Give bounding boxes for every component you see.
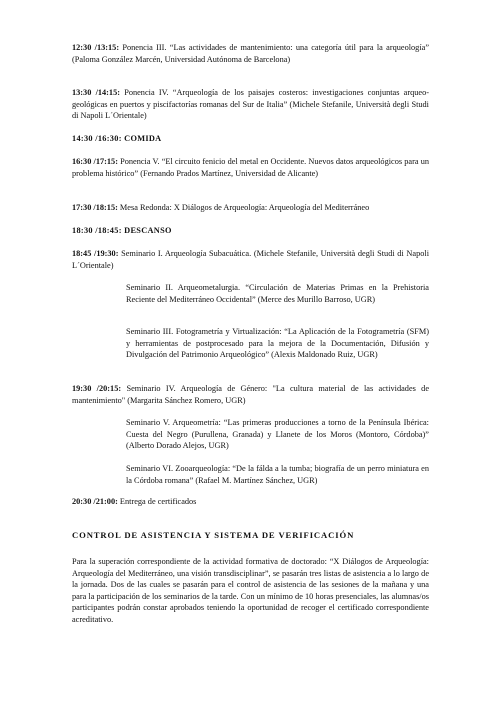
entry-text: Ponencia III. “Las actividades de mantenimiento: una categoría útil para la arqueología” (Paloma González Marcén, Universidad Autónoma de Barcelona) [72, 43, 429, 64]
entry-text: COMIDA [121, 134, 162, 143]
entry-time: 14:30 /16:30 [72, 134, 119, 143]
schedule-entry: 18:30 /18:45: DESCANSO [72, 226, 172, 235]
entry-text: Seminario IV. Arqueología de Género: "La cultura material de las actividades de mantenimiento" (Margarita Sánchez Romero, UGR) [72, 384, 430, 405]
seminar-entry: Seminario II. Arqueometalurgia. “Circulación de Materias Primas en la Prehistoria Reciente del Mediterráneo Occidental” (Merce des Murillo Barroso, UGR) [126, 283, 429, 304]
entry-time: 13:30 /14:15 [72, 88, 118, 97]
schedule-entry: 18:45 /19:30: Seminario I. Arqueología Subacuática. (Michele Stefanile, Università degli Studi di Napoli L´Orientale) [72, 249, 430, 270]
seminar-entry: Seminario V. Arqueometría: “Las primeras producciones a torno de la Península Ibérica: Cuesta del Negro (Purullena, Granada) y Llanete de los Moros (Montoro, Córdoba)” (Alberto Dorado Alejos, UGR) [126, 418, 429, 451]
entry-time: 12:30 /13:15 [72, 43, 117, 52]
entry-text: Ponencia IV. “Arqueología de los paisajes costeros: investigaciones conjuntas arqueo-geológicas en puertos y piscifactorías romanas del Sur de Italia” (Michele Stefanile, Università degli Studi di Napoli L´Orientale) [72, 88, 430, 121]
entry-text: Mesa Redonda: X Diálogos de Arqueología: Arqueología del Mediterráneo [117, 203, 370, 212]
entry-time: 17:30 /18:15 [72, 203, 116, 212]
entry-time: 19:30 /20:15 [72, 384, 119, 393]
section-heading: CONTROL DE ASISTENCIA Y SISTEMA DE VERIFICACIÓN [72, 530, 355, 540]
seminar-entry: Seminario VI. Zooarqueología: “De la fálda a la tumba; biografía de un perro miniatura en la Córdoba romana” (Rafael M. Martínez Sánchez, UGR) [126, 464, 429, 485]
entry-time: 18:30 /18:45 [72, 226, 119, 235]
attendance-paragraph: Para la superación correspondiente de la actividad formativa de doctorado: “X Diálogos de Arqueología: Arqueología del Mediterráneo, una visión transdisciplinar”, se pasarán tres listas de asistencia a lo largo de la jornada. Dos de las cuales se pasarán para el control de asistencia de las sesiones de la mañana y una para la participación de los seminarios de la tarde. Con un mínimo de 10 horas presenciales, las alumnas/os participantes podrán constar aprobados teniendo la oportunidad de recoger el certificado correspondiente acreditativo. [72, 557, 429, 624]
entry-text: Entrega de certificados [117, 497, 197, 506]
entry-text: DESCANSO [121, 226, 172, 235]
schedule-entry: 13:30 /14:15: Ponencia IV. “Arqueología de los paisajes costeros: investigaciones conjuntas arqueo-geológicas en puertos y piscifactorías romanas del Sur de Italia” (Michele Stefanile, Università degli Studi di Napoli L´Orientale) [72, 88, 430, 121]
schedule-entry: 19:30 /20:15: Seminario IV. Arqueología de Género: "La cultura material de las actividades de mantenimiento" (Margarita Sánchez Romero, UGR) [72, 384, 430, 405]
schedule-entry: 14:30 /16:30: COMIDA [72, 134, 162, 143]
schedule-entry: 17:30 /18:15: Mesa Redonda: X Diálogos de Arqueología: Arqueología del Mediterráneo [72, 203, 370, 212]
entry-time: 16:30 /17:15 [72, 157, 116, 166]
entry-time: 18:45 /19:30 [72, 249, 116, 258]
schedule-entry: 20:30 /21:00: Entrega de certificados [72, 497, 197, 506]
entry-text: Ponencia V. “El circuito fenicio del metal en Occidente. Nuevos datos arqueológicos para un problema histórico” (Fernando Prados Martínez, Universidad de Alicante) [72, 157, 429, 178]
entry-time: 20:30 /21:00 [72, 497, 116, 506]
entry-text: Seminario I. Arqueología Subacuática. (Michele Stefanile, Università degli Studi di Napoli L´Orientale) [72, 249, 430, 270]
schedule-entry: 16:30 /17:15: Ponencia V. “El circuito fenicio del metal en Occidente. Nuevos datos arqueológicos para un problema histórico” (Fernando Prados Martínez, Universidad de Alicante) [72, 157, 429, 178]
seminar-entry: Seminario III. Fotogrametría y Virtualización: “La Aplicación de la Fotogrametría (SFM) y herramientas de postprocesado para la mejora de la Documentación, Difusión y Divulgación del Patrimonio Arqueológico” (Alexis Maldonado Ruiz, UGR) [126, 327, 429, 360]
schedule-entry: 12:30 /13:15: Ponencia III. “Las actividades de mantenimiento: una categoría útil para la arqueología” (Paloma González Marcén, Universidad Autónoma de Barcelona) [72, 43, 429, 64]
